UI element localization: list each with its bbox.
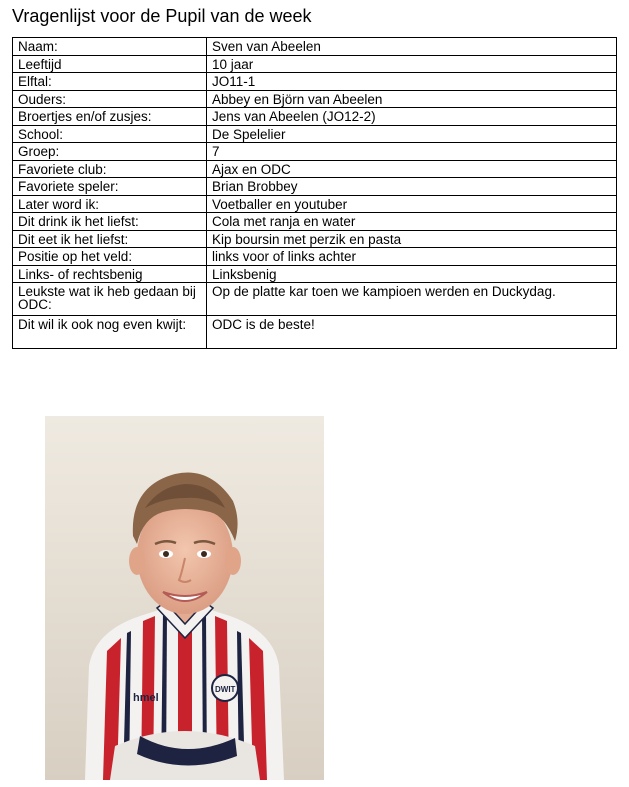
answer-cell: Brian Brobbey — [207, 178, 617, 196]
question-cell: Ouders: — [13, 90, 207, 108]
question-cell: Dit drink ik het liefst: — [13, 213, 207, 231]
answer-cell: Sven van Abeelen — [207, 38, 617, 56]
page-title: Vragenlijst voor de Pupil van de week — [12, 6, 312, 26]
questionnaire-table — [12, 37, 617, 349]
answer-cell: Voetballer en youtuber — [207, 195, 617, 213]
answer-cell: 10 jaar — [207, 55, 617, 73]
table-row — [13, 248, 617, 266]
table-row — [13, 73, 617, 91]
answer-cell: Cola met ranja en water — [207, 213, 617, 231]
answer-cell: Abbey en Björn van Abeelen — [207, 90, 617, 108]
question-cell: Dit wil ik ook nog even kwijt: — [13, 316, 207, 349]
answer-cell: 7 — [207, 143, 617, 161]
question-cell: Favoriete speler: — [13, 178, 207, 196]
question-cell: Dit eet ik het liefst: — [13, 230, 207, 248]
table-row — [13, 230, 617, 248]
question-cell: Positie op het veld: — [13, 248, 207, 266]
player-photo — [45, 416, 324, 780]
jersey-badge-text: DWIT — [215, 685, 236, 694]
answer-cell: links voor of links achter — [207, 248, 617, 266]
question-cell: Groep: — [13, 143, 207, 161]
answer-cell: ODC is de beste! — [207, 316, 617, 349]
table-row — [13, 283, 617, 316]
table-row — [13, 160, 617, 178]
table-row — [13, 38, 617, 56]
question-cell: Leukste wat ik heb gedaan bij ODC: — [13, 283, 207, 316]
table-row — [13, 143, 617, 161]
question-cell: Favoriete club: — [13, 160, 207, 178]
table-row — [13, 195, 617, 213]
table-row — [13, 125, 617, 143]
table-row — [13, 265, 617, 283]
table-row — [13, 55, 617, 73]
answer-cell: Op de platte kar toen we kampioen werden en Duckydag. — [207, 283, 617, 316]
answer-cell: JO11-1 — [207, 73, 617, 91]
table-row — [13, 316, 617, 349]
answer-cell: Kip boursin met perzik en pasta — [207, 230, 617, 248]
jersey-sponsor-text: hmel — [133, 692, 159, 704]
question-cell: Elftal: — [13, 73, 207, 91]
answer-cell: De Spelelier — [207, 125, 617, 143]
question-cell: School: — [13, 125, 207, 143]
question-cell: Links- of rechtsbenig — [13, 265, 207, 283]
question-cell: Naam: — [13, 38, 207, 56]
table-row — [13, 108, 617, 126]
question-cell: Later word ik: — [13, 195, 207, 213]
question-cell: Leeftijd — [13, 55, 207, 73]
table-row — [13, 178, 617, 196]
table-row — [13, 90, 617, 108]
question-cell: Broertjes en/of zusjes: — [13, 108, 207, 126]
answer-cell: Ajax en ODC — [207, 160, 617, 178]
answer-cell: Linksbenig — [207, 265, 617, 283]
answer-cell: Jens van Abeelen (JO12-2) — [207, 108, 617, 126]
table-row — [13, 213, 617, 231]
